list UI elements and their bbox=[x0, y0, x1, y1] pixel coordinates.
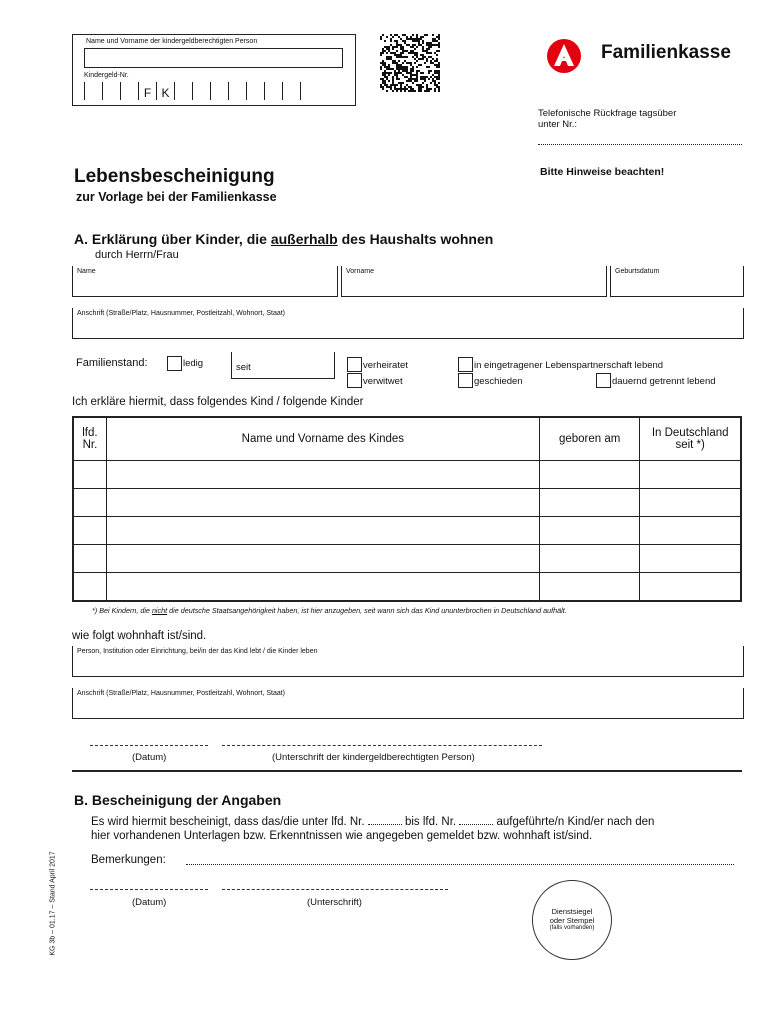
phone-input[interactable] bbox=[538, 144, 742, 145]
table-row bbox=[73, 517, 741, 545]
bemerkungen-input[interactable] bbox=[186, 864, 734, 865]
declaration-text: Ich erkläre hiermit, dass folgendes Kind / folgende Kinder bbox=[72, 396, 364, 408]
familienkasse-logo-icon bbox=[546, 38, 590, 74]
table-row bbox=[73, 545, 741, 573]
kg-nr-cell[interactable] bbox=[228, 82, 246, 100]
page-title: Lebensbescheinigung bbox=[74, 166, 275, 187]
name-field[interactable]: Name bbox=[72, 266, 338, 297]
kg-nr-cell[interactable] bbox=[120, 82, 138, 100]
kg-nr-cell[interactable] bbox=[210, 82, 228, 100]
datum-line-b[interactable] bbox=[90, 889, 208, 890]
kg-nr-cell[interactable] bbox=[282, 82, 301, 100]
section-b-text-2: hier vorhandenen Unterlagen bzw. Erkenntnissen wie angegeben gemeldet bzw. wohnhaft ist/sind. bbox=[91, 830, 593, 842]
table-cell[interactable] bbox=[539, 545, 639, 573]
kg-nr-cell[interactable] bbox=[102, 82, 120, 100]
table-row bbox=[73, 573, 741, 602]
table-cell[interactable] bbox=[73, 573, 106, 602]
verwitwet-label: verwitwet bbox=[363, 376, 403, 387]
by-line: durch Herrn/Frau bbox=[95, 249, 179, 261]
wohnhaft-text: wie folgt wohnhaft ist/sind. bbox=[72, 630, 207, 642]
verheiratet-checkbox[interactable] bbox=[347, 357, 362, 372]
page-subtitle: zur Vorlage bei der Familienkasse bbox=[76, 190, 277, 204]
verwitwet-checkbox[interactable] bbox=[347, 373, 362, 388]
table-cell[interactable] bbox=[640, 489, 741, 517]
person-field[interactable]: Person, Institution oder Einrichtung, bei/in der das Kind lebt / die Kinder leben bbox=[72, 646, 744, 677]
table-cell[interactable] bbox=[73, 461, 106, 489]
kg-nr-cell[interactable] bbox=[246, 82, 264, 100]
familienstand-label: Familienstand: bbox=[76, 357, 148, 369]
table-cell[interactable] bbox=[106, 461, 539, 489]
lebenspartnerschaft-label: in eingetragener Lebenspartnerschaft lebend bbox=[474, 360, 664, 371]
section-b-heading: B. Bescheinigung der Angaben bbox=[74, 792, 282, 808]
name-label: Name und Vorname der kindergeldberechtigten Person bbox=[86, 38, 258, 45]
col-lfd-nr: lfd. Nr. bbox=[73, 417, 106, 461]
kg-nr-cell[interactable] bbox=[192, 82, 210, 100]
hint-text: Bitte Hinweise beachten! bbox=[540, 166, 665, 178]
verheiratet-label: verheiratet bbox=[363, 360, 408, 371]
table-cell[interactable] bbox=[640, 573, 741, 602]
geschieden-checkbox[interactable] bbox=[458, 373, 473, 388]
ledig-label: ledig bbox=[183, 358, 204, 369]
table-cell[interactable] bbox=[106, 573, 539, 602]
kg-nr-cell[interactable]: F bbox=[138, 82, 156, 100]
ledig-checkbox[interactable] bbox=[167, 356, 182, 371]
table-cell[interactable] bbox=[539, 489, 639, 517]
logo-text: Familienkasse bbox=[601, 42, 731, 63]
table-cell[interactable] bbox=[539, 517, 639, 545]
table-cell[interactable] bbox=[73, 545, 106, 573]
table-cell[interactable] bbox=[73, 489, 106, 517]
table-cell[interactable] bbox=[73, 517, 106, 545]
unterschrift-label-b: (Unterschrift) bbox=[307, 897, 362, 908]
table-row bbox=[73, 461, 741, 489]
bemerkungen-label: Bemerkungen: bbox=[91, 854, 166, 866]
footnote: *) Bei Kindern, die nicht die deutsche Staatsangehörigkeit haben, ist hier anzugeben, seit wann sich das Kind ununterbrochen in Deutschland aufhält. bbox=[92, 606, 567, 615]
qr-code bbox=[380, 34, 440, 92]
side-note: KG 3b – 01.17 – Stand April 2017 bbox=[49, 851, 57, 956]
stamp-line-1: Dienstsiegel bbox=[551, 907, 593, 916]
geschieden-label: geschieden bbox=[474, 376, 523, 387]
table-cell[interactable] bbox=[539, 573, 639, 602]
kg-nr-cell[interactable] bbox=[174, 82, 192, 100]
seit-field[interactable]: seit bbox=[231, 352, 335, 379]
getrennt-checkbox[interactable] bbox=[596, 373, 611, 388]
table-cell[interactable] bbox=[106, 545, 539, 573]
table-cell[interactable] bbox=[640, 545, 741, 573]
phone-label-1: Telefonische Rückfrage tagsüber bbox=[538, 108, 677, 119]
geburtsdatum-field[interactable]: Geburtsdatum bbox=[610, 266, 744, 297]
section-divider bbox=[72, 770, 742, 772]
table-cell[interactable] bbox=[640, 461, 741, 489]
vorname-field[interactable]: Vorname bbox=[341, 266, 607, 297]
table-row bbox=[73, 489, 741, 517]
table-cell[interactable] bbox=[539, 461, 639, 489]
name-input[interactable] bbox=[84, 48, 343, 68]
kg-nr-cell[interactable] bbox=[264, 82, 282, 100]
col-name: Name und Vorname des Kindes bbox=[106, 417, 539, 461]
anschrift2-field[interactable]: Anschrift (Straße/Platz, Hausnummer, Postleitzahl, Wohnort, Staat) bbox=[72, 688, 744, 719]
getrennt-label: dauernd getrennt lebend bbox=[612, 376, 716, 387]
unterschrift-line-b[interactable] bbox=[222, 889, 448, 890]
kg-nr-cell[interactable]: K bbox=[156, 82, 174, 100]
datum-label-a: (Datum) bbox=[132, 752, 167, 763]
datum-line-a[interactable] bbox=[90, 745, 208, 746]
phone-label-2: unter Nr.: bbox=[538, 119, 578, 130]
stamp-circle bbox=[532, 880, 612, 960]
stamp-line-2: oder Stempel bbox=[549, 916, 595, 925]
table-cell[interactable] bbox=[106, 517, 539, 545]
anschrift-field[interactable]: Anschrift (Straße/Platz, Hausnummer, Postleitzahl, Wohnort, Staat) bbox=[72, 308, 744, 339]
children-table bbox=[72, 416, 742, 602]
datum-label-b: (Datum) bbox=[132, 897, 167, 908]
table-cell[interactable] bbox=[640, 517, 741, 545]
stamp-line-3: (falls vorhanden) bbox=[549, 925, 595, 931]
table-cell[interactable] bbox=[106, 489, 539, 517]
kg-nr-label: Kindergeld-Nr. bbox=[84, 72, 129, 79]
section-b-text-1: Es wird hiermit bescheinigt, dass das/die unter lfd. Nr. bis lfd. Nr. aufgeführte/n Kind/er nach den bbox=[91, 816, 655, 828]
col-deutschland: In Deutschland seit *) bbox=[640, 417, 741, 461]
section-a-heading: A. Erklärung über Kinder, die außerhalb des Haushalts wohnen bbox=[74, 231, 494, 247]
kg-nr-cell[interactable] bbox=[84, 82, 102, 100]
col-geboren: geboren am bbox=[539, 417, 639, 461]
lebenspartnerschaft-checkbox[interactable] bbox=[458, 357, 473, 372]
unterschrift-label-a: (Unterschrift der kindergeldberechtigten Person) bbox=[272, 752, 475, 763]
kg-nr-input[interactable] bbox=[84, 82, 301, 100]
unterschrift-line-a[interactable] bbox=[222, 745, 542, 746]
